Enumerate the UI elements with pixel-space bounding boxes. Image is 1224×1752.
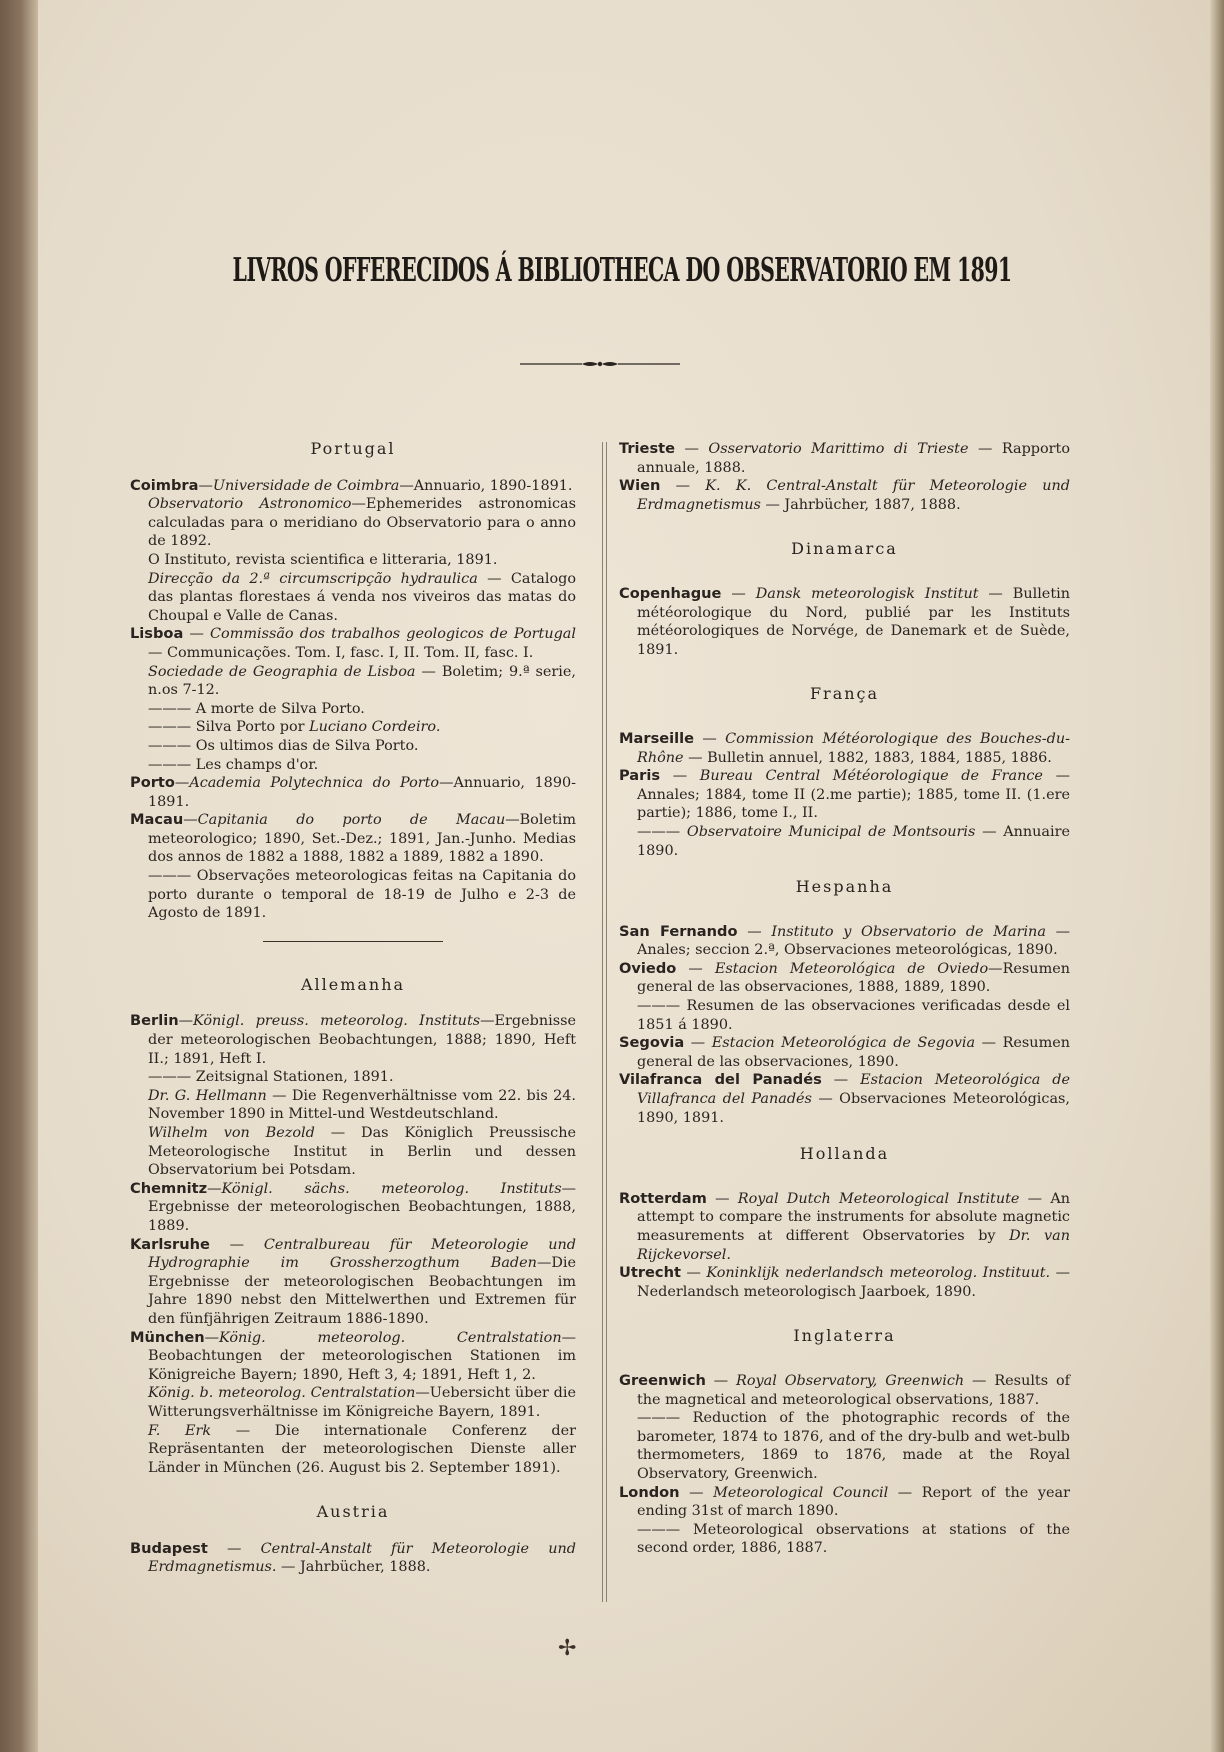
- entry-city: London: [619, 1483, 680, 1501]
- ink-mark-icon: ✢: [558, 1636, 577, 1661]
- entry-text: — An attempt to compare the instruments for absolute magnetic measurements at different Observatories by: [637, 1190, 1071, 1244]
- entry-segovia: [619, 1034, 1070, 1071]
- entry-city: Paris: [619, 767, 661, 785]
- entry-city: Segovia: [619, 1034, 685, 1052]
- entry-institution: Central-Anstalt für Meteorologie und Erdmagnetismus.: [148, 1540, 576, 1576]
- entry-direccao: [130, 570, 576, 626]
- entry-berlin: [130, 1012, 576, 1068]
- entry-sep: —: [821, 1072, 861, 1089]
- entry-utrecht: [619, 1264, 1070, 1301]
- entry-author: F. Erk: [148, 1422, 212, 1439]
- entry-sep: —: [706, 1190, 738, 1207]
- entry-institution: Meteorological Council: [713, 1484, 889, 1501]
- entry-text: — Das Königlich Preussische Meteorologische Institut in Berlin und dessen Observatorium bei Potsdam.: [148, 1125, 576, 1179]
- entry-sep: —: [680, 1265, 707, 1282]
- entry-sep: —: [183, 812, 198, 829]
- entry-text: —Uebersicht über die Witterungsverhältnisse im Königreiche Bayern, 1891.: [148, 1385, 576, 1420]
- entry-city: Berlin: [130, 1012, 179, 1030]
- entry-institution: Centralbureau für Meteorologie und Hydrographie im Grossherzogthum Baden: [148, 1236, 576, 1272]
- entry-text: — Boletim; 9.ª serie, n.os 7-12.: [148, 663, 577, 699]
- section-heading-portugal: Portugal: [310, 439, 396, 458]
- entry-author: Luciano Cordeiro.: [309, 719, 441, 736]
- entry-institution: Osservatorio Marittimo di Trieste: [708, 441, 969, 457]
- entry-institution: Koninklijk nederlandsch meteorolog. Instituut.: [706, 1265, 1051, 1282]
- entry-marseille: [619, 730, 1070, 767]
- entry-karlsruhe: [130, 1236, 576, 1329]
- entry-observatorio-astronomico: [130, 495, 576, 551]
- entry-city: Oviedo: [619, 959, 677, 977]
- entry-san-fernando: [619, 923, 1070, 960]
- entry-city: Karlsruhe: [130, 1235, 210, 1253]
- entry-sep: —: [204, 1329, 220, 1346]
- entry-text: — Jahrbücher, 1887, 1888.: [760, 496, 961, 513]
- entry-silva-porto-2: [130, 718, 576, 737]
- entry-london: [619, 1484, 1070, 1521]
- entry-city: Trieste: [619, 440, 676, 457]
- entry-city: Lisboa: [130, 625, 184, 643]
- entry-institution: Universidade de Coimbra: [212, 477, 400, 494]
- entry-text: — Report of the year ending 31st of march 1890.: [637, 1484, 1070, 1520]
- entry-sep: —: [183, 626, 211, 643]
- entry-sep: —: [675, 441, 709, 457]
- entry-text: — Annuaire 1890.: [637, 823, 1070, 859]
- entry-text: —Ergebnisse der meteorologischen Beobachtungen, 1888, 1889.: [148, 1180, 576, 1234]
- entry-city: Budapest: [130, 1539, 208, 1557]
- entry-sep: —: [660, 768, 700, 785]
- entry-sep: —: [684, 1035, 712, 1052]
- entry-city: San Fernando: [619, 922, 738, 940]
- book-spine: [0, 0, 38, 1752]
- entry-greenwich: [619, 1372, 1070, 1409]
- entry-author: Dr. G. Hellmann: [148, 1087, 267, 1104]
- entry-city: Porto: [130, 774, 175, 792]
- entry-city: Macau: [130, 811, 184, 829]
- entry-paris: [619, 767, 1070, 823]
- entry-institution: K. K. Central-Anstalt für Meteorologie und Erdmagnetismus: [637, 478, 1070, 513]
- entry-konig-centralstation: [130, 1384, 576, 1421]
- section-heading-hollanda: Hollanda: [799, 1144, 890, 1164]
- entry-chemnitz: [130, 1180, 576, 1236]
- entry-sociedade: [130, 663, 576, 700]
- title-ornament-icon: [520, 357, 680, 371]
- entry-text: — Observaciones Meteorológicas, 1890, 1891.: [637, 1091, 1071, 1126]
- entry-text: —Die Ergebnisse der meteorologischen Beobachtungen im Jahre 1890 nebst den Mittelwerthen und Extremen für den fünfjährigen Zeitraum 1886-1890.: [148, 1255, 576, 1327]
- entry-rotterdam: [619, 1190, 1070, 1264]
- entry-bezold: [130, 1124, 576, 1180]
- entry-montsouris: ——— Observatoire Municipal de Montsouris — Annuaire 1890.: [637, 823, 1070, 859]
- entry-sep: —: [174, 775, 190, 792]
- entry-institution: Königl. sächs. meteorolog. Instituts: [221, 1180, 562, 1197]
- entry-text: —Ephemerides astronomicas calculadas para o meridiano do Observatorio para o anno de 1892.: [148, 496, 576, 550]
- entry-institution: Königl. preuss. meteorolog. Instituts: [193, 1013, 481, 1030]
- entry-macau-2: ——— Observações meteorologicas feitas na Capitania do porto durante o temporal de 18-19 de Julho e 2-3 de Agosto de 1891.: [148, 868, 576, 922]
- entry-city: Marseille: [619, 729, 695, 747]
- entry-text: — Annales; 1884, tome II (2.me partie); 1885, tome II. (1.ere partie); 1886, tome I., II.: [637, 768, 1070, 822]
- entry-silva-porto-4: ——— Les champs d'or.: [148, 756, 319, 773]
- entry-oviedo-2: ——— Resumen de las observaciones verificadas desde el 1851 á 1890.: [637, 998, 1070, 1033]
- entry-vilafranca: [619, 1071, 1070, 1127]
- entry-sep: —: [679, 1484, 714, 1501]
- section-heading-austria: Austria: [316, 1502, 390, 1522]
- section-heading-franca: França: [809, 684, 880, 704]
- entry-text: — Die Regenverhältnisse vom 22. bis 24. November 1890 in Mittel-und Westdeutschland.: [148, 1087, 576, 1123]
- entry-institution: Commissão dos trabalhos geologicos de Portugal: [210, 626, 576, 643]
- entry-sep: —: [209, 1236, 264, 1253]
- entry-text: — Bulletin annuel, 1882, 1883, 1884, 1885, 1886.: [683, 749, 1052, 766]
- entry-sep: —: [207, 1180, 222, 1197]
- entry-text: — Communicações. Tom. I, fasc. I, II. Tom. II, fasc. I.: [148, 644, 534, 661]
- entry-text: — Results of the magnetical and meteorological observations, 1887.: [637, 1372, 1070, 1408]
- entry-city: München: [130, 1328, 205, 1346]
- entry-text: — Resumen general de las observaciones, 1890.: [637, 1035, 1071, 1070]
- entry-institution: Academia Polytechnica do Porto: [189, 775, 440, 792]
- entry-london-2: ——— Meteorological observations at stations of the second order, 1886, 1887.: [637, 1521, 1070, 1557]
- entry-silva-porto-1: ——— A morte de Silva Porto.: [148, 700, 365, 717]
- entry-institution: Capitania do porto de Macau: [197, 812, 506, 829]
- entry-institution: König. b. meteorolog. Centralstation: [148, 1385, 416, 1402]
- entry-trieste: [619, 440, 1070, 477]
- section-heading-allemanha: Allemanha: [300, 974, 406, 994]
- entry-institution: König. meteorolog. Centralstation: [219, 1329, 562, 1346]
- page-edge: [1210, 0, 1224, 1752]
- entry-text: — Catalogo das plantas florestaes á venda nos viveiros das matas do Choupal e Valle de Canas.: [148, 570, 576, 624]
- entry-sep: —: [676, 960, 715, 977]
- entry-sep: —: [721, 585, 756, 602]
- entry-institution: Instituto y Observatorio de Marina: [771, 923, 1046, 940]
- entry-sep: —: [705, 1372, 737, 1389]
- entry-institution: Royal Observatory, Greenwich: [736, 1372, 965, 1389]
- entry-text: —Ergebnisse der meteorologischen Beobachtungen, 1888; 1890, Heft II.; 1891, Heft I.: [148, 1013, 576, 1067]
- entry-institution: Estacion Meteorológica de Segovia: [711, 1035, 976, 1052]
- entry-author: Dr. van Rijckevorsel.: [637, 1228, 1070, 1263]
- entry-text: ——— Silva Porto por: [148, 719, 310, 736]
- entry-city: Copenhague: [619, 584, 722, 602]
- entry-wien: [619, 477, 1070, 514]
- entry-institution: Direcção da 2.ª circumscripção hydraulica: [148, 570, 478, 587]
- entry-institution: Estacion Meteorológica de Villafranca del Panadés: [637, 1072, 1071, 1108]
- entry-porto: [130, 774, 576, 811]
- entry-greenwich-2: ——— Reduction of the photographic records of the barometer, 1874 to 1876, and of the dry-bulb and wet-bulb thermometers, 1869 to 1876, made at the Royal Observatory, Greenwich.: [637, 1410, 1070, 1482]
- column-divider: [602, 442, 607, 1602]
- entry-city: Wien: [619, 477, 661, 495]
- entry-sep: —: [694, 730, 726, 747]
- entry-institution: Bureau Central Météorologique de France: [699, 768, 1043, 785]
- entry-text: — Rapporto annuale, 1888.: [637, 441, 1071, 476]
- entry-city: Vilafranca del Panadés: [619, 1071, 822, 1089]
- entry-sep: —: [178, 1013, 194, 1030]
- entry-city: Utrecht: [619, 1264, 681, 1282]
- entry-city: Coimbra: [130, 476, 199, 494]
- entry-institution: Dansk meteorologisk Institut: [755, 585, 979, 602]
- entry-institution: Commission Météorologique des Bouches-du-Rhône: [637, 730, 1070, 766]
- entry-munchen: [130, 1329, 576, 1385]
- entry-city: Chemnitz: [130, 1179, 208, 1197]
- section-heading-hespanha: Hespanha: [795, 877, 894, 897]
- entry-text: — Nederlandsch meteorologisch Jaarboek, 1890.: [637, 1265, 1070, 1300]
- entry-budapest: [130, 1540, 576, 1577]
- entry-sep: —: [198, 477, 213, 494]
- entry-text: — Bulletin météorologique du Nord, publié par les Instituts météorologiques de Norvége, de Danemark et de Suède, 1891.: [637, 585, 1070, 658]
- entry-sep: —: [737, 923, 772, 940]
- entry-text: —Boletim meteorologico; 1890, Set.-Dez.; 1891, Jan.-Junho. Medias dos annos de 1882 a 1888, 1882 a 1889, 1882 a 1890.: [148, 812, 576, 866]
- entry-city: Rotterdam: [619, 1189, 707, 1207]
- entry-silva-porto-3: ——— Os ultimos dias de Silva Porto.: [148, 737, 419, 754]
- entry-macau: [130, 811, 576, 867]
- entry-sep: —: [660, 478, 706, 495]
- entry-copenhague: [619, 585, 1070, 659]
- entry-erk: [130, 1422, 576, 1478]
- page-title: LIVROS OFFERECIDOS Á BIBLIOTHECA DO OBSERVATORIO EM 1891: [232, 250, 1012, 289]
- entry-institution: Observatoire Municipal de Montsouris: [686, 823, 976, 840]
- entry-instituto: O Instituto, revista scientifica e litteraria, 1891.: [148, 551, 498, 568]
- entry-sep: —: [207, 1540, 261, 1557]
- entry-text: — Jahrbücher, 1888.: [276, 1559, 431, 1576]
- section-heading-inglaterra: Inglaterra: [793, 1326, 896, 1346]
- entry-institution: Estacion Meteorológica de Oviedo: [714, 960, 989, 977]
- entry-institution: Sociedade de Geographia de Lisboa: [148, 663, 416, 680]
- entry-lisboa: [130, 625, 576, 662]
- left-column: [130, 440, 576, 1577]
- entry-city: Greenwich: [619, 1371, 706, 1389]
- entry-coimbra: [130, 477, 576, 496]
- right-column: [619, 440, 1070, 1558]
- entry-text: —Beobachtungen der meteorologischen Stationen im Königreiche Bayern; 1890, Heft 3, 4; 1891, Heft 1, 2.: [148, 1329, 576, 1383]
- entry-text: —Annuario, 1890-1891.: [399, 477, 573, 494]
- entry-text: —Annuario, 1890-1891.: [148, 775, 576, 810]
- entry-author: Wilhelm von Bezold: [148, 1125, 315, 1141]
- entry-hellmann: [130, 1087, 576, 1124]
- section-heading-dinamarca: Dinamarca: [791, 539, 898, 559]
- entry-institution: Royal Dutch Meteorological Institute: [737, 1190, 1020, 1207]
- entry-text: — Anales; seccion 2.ª, Observaciones meteorológicas, 1890.: [637, 923, 1070, 959]
- entry-institution: Observatorio Astronomico: [148, 496, 352, 513]
- entry-oviedo: [619, 960, 1070, 997]
- entry-text: — Die internationale Conferenz der Repräsentanten der meteorologischen Dienste aller Länder in München (26. August bis 2. September 1891).: [148, 1422, 576, 1476]
- entry-text: —Resumen general de las observaciones, 1888, 1889, 1890.: [637, 960, 1070, 996]
- entry-zeitsignal: ——— Zeitsignal Stationen, 1891.: [148, 1069, 394, 1086]
